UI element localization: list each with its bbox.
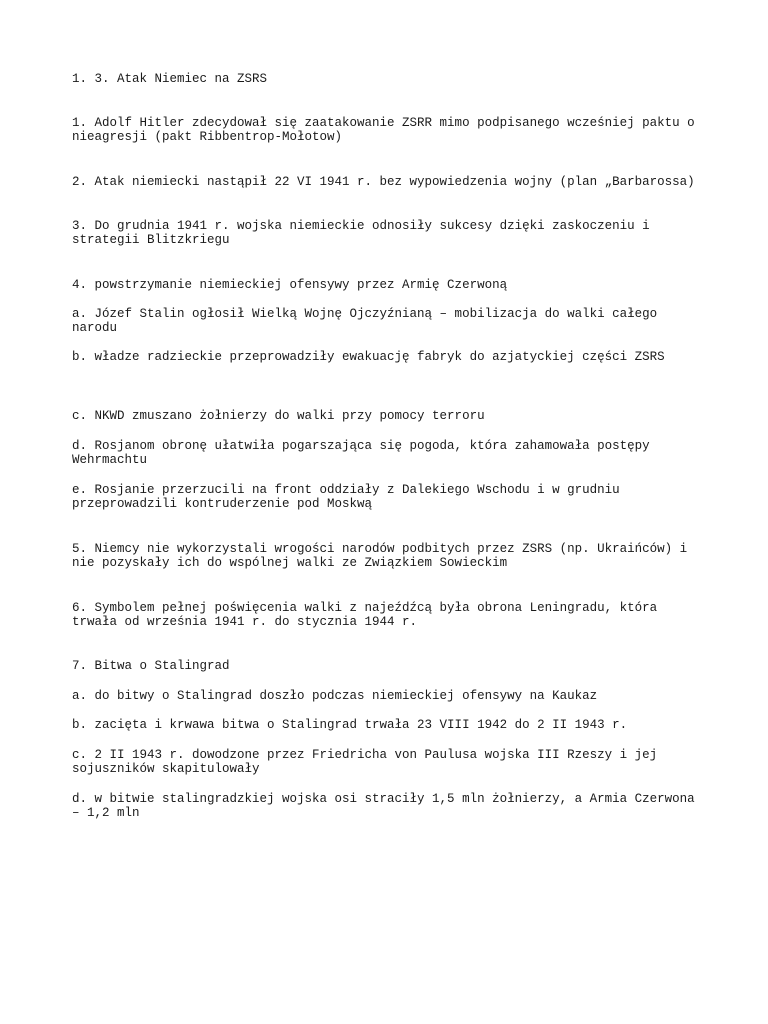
- paragraph-3: 3. Do grudnia 1941 r. wojska niemieckie odnosiły sukcesy dzięki zaskoczeniu i strategii Blitzkriegu: [72, 219, 650, 247]
- paragraph-2: 2. Atak niemiecki nastąpił 22 VI 1941 r. bez wypowiedzenia wojny (plan „Barbarossa): [72, 175, 695, 189]
- paragraph-4: 4. powstrzymanie niemieckiej ofensywy przez Armię Czerwoną: [72, 278, 508, 292]
- paragraph-1: 1. Adolf Hitler zdecydował się zaatakowanie ZSRR mimo podpisanego wcześniej paktu o nieagresji (pakt Ribbentrop-Mołotow): [72, 116, 695, 144]
- paragraph-4e: e. Rosjanie przerzucili na front oddziały z Dalekiego Wschodu i w grudniu przeprowadzili kontruderzenie pod Moskwą: [72, 483, 620, 511]
- paragraph-4b: b. władze radzieckie przeprowadziły ewakuację fabryk do azjatyckiej części ZSRS: [72, 350, 665, 364]
- paragraph-7c: c. 2 II 1943 r. dowodzone przez Friedricha von Paulusa wojska III Rzeszy i jej sojuszników skapitulowały: [72, 748, 658, 776]
- paragraph-7d: d. w bitwie stalingradzkiej wojska osi straciły 1,5 mln żołnierzy, a Armia Czerwona – 1,2 mln: [72, 792, 695, 820]
- paragraph-4d: d. Rosjanom obronę ułatwiła pogarszająca się pogoda, która zahamowała postępy Wehrmachtu: [72, 439, 650, 467]
- paragraph-5: 5. Niemcy nie wykorzystali wrogości narodów podbitych przez ZSRS (np. Ukraińców) i nie pozyskały ich do wspólnej walki ze Związkiem Sowieckim: [72, 542, 688, 570]
- paragraph-7: 7. Bitwa o Stalingrad: [72, 659, 230, 673]
- paragraph-7a: a. do bitwy o Stalingrad doszło podczas niemieckiej ofensywy na Kaukaz: [72, 689, 598, 703]
- paragraph-6: 6. Symbolem pełnej poświęcenia walki z najeźdźcą była obrona Leningradu, która trwała od września 1941 r. do stycznia 1944 r.: [72, 601, 658, 629]
- document-title: 1. 3. Atak Niemiec na ZSRS: [72, 72, 268, 86]
- paragraph-4c: c. NKWD zmuszano żołnierzy do walki przy pomocy terroru: [72, 409, 485, 423]
- paragraph-7b: b. zacięta i krwawa bitwa o Stalingrad trwała 23 VIII 1942 do 2 II 1943 r.: [72, 718, 628, 732]
- paragraph-4a: a. Józef Stalin ogłosił Wielką Wojnę Ojczyźnianą – mobilizacja do walki całego narodu: [72, 307, 658, 335]
